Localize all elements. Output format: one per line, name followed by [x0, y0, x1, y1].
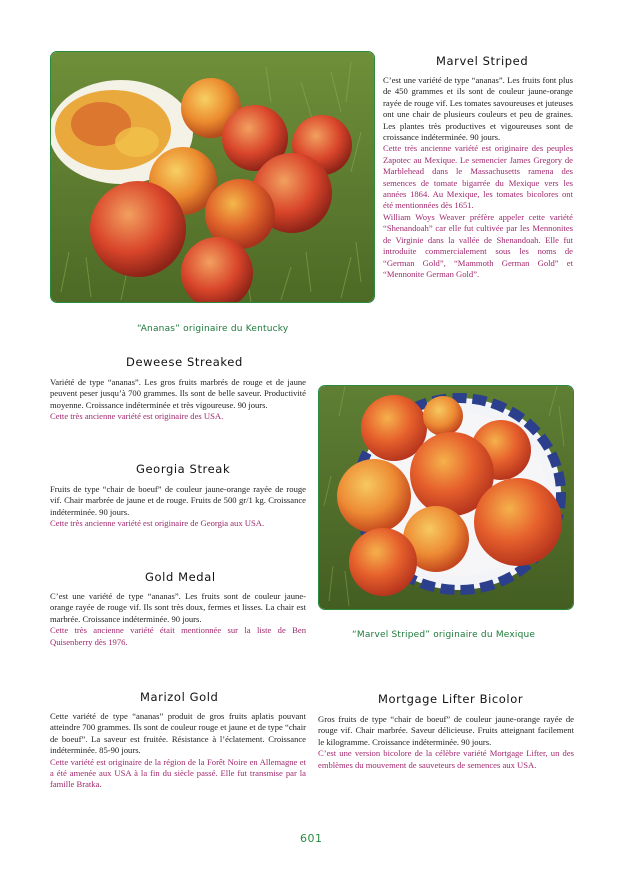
georgia-streak-text — [50, 484, 306, 530]
deweese-streaked-origin: Cette très ancienne variété est originaire des USA. — [50, 411, 224, 422]
mortgage-lifter-bicolor-title: Mortgage Lifter Bicolor — [378, 692, 524, 706]
gold-medal-text — [50, 591, 306, 648]
marvel-striped-description: C’est une variété de type “ananas”. Les fruits font plus de 450 grammes et ils sont de couleur jaune-orange rayée de rouge vif. Les tomates savoureuses et juteuses ont une chair de plusieurs couleurs et peu de graines. Les plantes très productives et vigoureuses sont de croissance indéterminée. 90 jours. — [383, 75, 573, 143]
mortgage-lifter-bicolor-text — [318, 714, 574, 771]
ananas-caption: “Ananas” originaire du Kentucky — [137, 324, 289, 334]
marvel-striped-title: Marvel Striped — [436, 54, 529, 68]
georgia-streak-origin: Cette très ancienne variété est originaire de Georgia aux USA. — [50, 518, 265, 529]
mortgage-lifter-bicolor-description: Gros fruits de type “chair de boeuf” de couleur jaune-orange rayée de rouge vif. Chair marbrée. Saveur délicieuse. Fruits atteignant facilement le kilogramme. Croissance indéterminée. 90 jours. — [318, 714, 574, 747]
marizol-gold-text — [50, 711, 306, 791]
marvel-striped-extra: William Woys Weaver préfère appeler cette variété “Shenandoah” car elle fut cultivée par les Mennonites de Virginie dans la vallée de Shenandoah. Elle fut introduite commercialement sous les noms de “German Gold”, “Mammoth German Gold” et “Mennonite German Gold”. — [383, 211, 573, 279]
gold-medal-description: C’est une variété de type “ananas”. Les fruits sont de couleur jaune-orange rayée de rouge vif. Ils sont très doux, fermes et lisses. La chair est marbrée. Croissance indéterminée. 90 jours. — [50, 591, 306, 624]
marizol-gold-description: Cette variété de type “ananas” produit de gros fruits aplatis pouvant atteindre 700 grammes. Ils sont de couleur rouge et jaune et de type “chair de boeuf”. La saveur est fruitée. Résistance à l’éclatement. Croissance indéterminée. 85-90 jours. — [50, 711, 306, 756]
gold-medal-title: Gold Medal — [145, 570, 216, 584]
deweese-streaked-title: Deweese Streaked — [126, 355, 243, 369]
georgia-streak-description: Fruits de type “chair de boeuf” de couleur jaune-orange rayée de rouge vif. Chair marbrée de jaune et de rouge. Fruits de 500 gr/1 kg. Croissance indéterminée. 90 jours. — [50, 484, 306, 517]
georgia-streak-title: Georgia Streak — [136, 462, 231, 476]
marizol-gold-title: Marizol Gold — [140, 690, 219, 704]
deweese-streaked-text — [50, 377, 306, 423]
gold-medal-origin: Cette très ancienne variété était mentionnée sur la liste de Ben Quisenberry dès 1976. — [50, 625, 306, 647]
marizol-gold-origin: Cette variété est originaire de la région de la Forêt Noire en Allemagne et a été amenée aux USA à la fin du siècle passé. Elle fut transmise par la famille Bratka. — [50, 756, 306, 790]
ananas-photo — [50, 51, 375, 303]
marvel-striped-origin: Cette très ancienne variété est originaire des peuples Zapotec au Mexique. Le semencier James Gregory de Marblehead dans le Massachusetts ramena des semences de tomate bigarrée du Mexique vers les années 1864. Au Mexique, les tomates bicolores ont été mentionnées dès 1651. — [383, 143, 573, 211]
marvel-caption: “Marvel Striped” originaire du Mexique — [352, 630, 536, 640]
deweese-streaked-description: Variété de type “ananas”. Les gros fruits marbrés de rouge et de jaune peuvent peser jusqu’à 700 grammes. Ils sont de belle saveur. Productivité moyenne. Croissance indéterminée et très vigoureuse. 90 jours. — [50, 377, 306, 410]
marvel-striped-text — [383, 75, 573, 280]
marvel-striped-photo — [318, 385, 574, 610]
mortgage-lifter-bicolor-origin: C’est une version bicolore de la célèbre variété Mortgage Lifter, un des emblèmes du mouvement de sauveteurs de semences aux USA. — [318, 748, 574, 770]
page-number: 601 — [300, 832, 323, 845]
